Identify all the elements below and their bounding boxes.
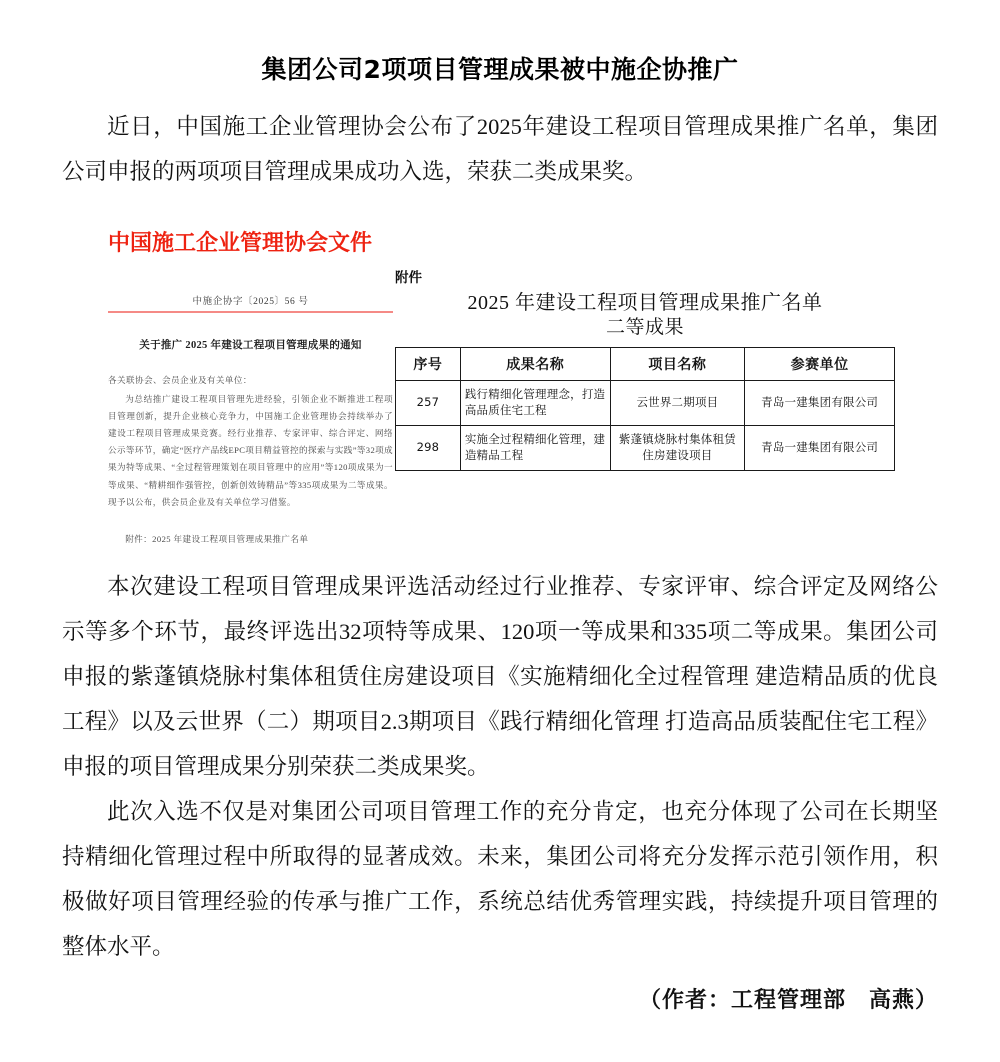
cell-unit: 青岛一建集团有限公司: [745, 380, 895, 425]
attachment-title: 2025 年建设工程项目管理成果推广名单: [467, 291, 823, 314]
official-notice-scan: [108, 218, 393, 544]
column-header-no: 序号: [396, 347, 461, 380]
column-header-project: 项目名称: [610, 347, 745, 380]
cell-project: 紫蓬镇烧脉村集体租赁住房建设项目: [610, 425, 745, 470]
column-header-unit: 参赛单位: [745, 347, 895, 380]
official-document-figure: [90, 218, 910, 544]
paragraph-selection-details: 本次建设工程项目管理成果评选活动经过行业推荐、专家评审、综合评定及网络公示等多个环节，最终评选出32项特等成果、120项一等成果和335项二等成果。集团公司申报的紫蓬镇烧脉村集体租赁住房建设项目《实施精细化全过程管理 建造精品质的优良工程》以及云世界（二）期项目2.3期项目《践行精细化管理 打造高品质装配住宅工程》申报的项目管理成果分别荣获二类成果奖。: [62, 573, 938, 779]
cell-project: 云世界二期项目: [610, 380, 745, 425]
notice-salutation: 各关联协会、会员企业及有关单位：: [108, 375, 252, 386]
main-paragraph-block: [0, 564, 1000, 1014]
results-table: [395, 347, 895, 471]
document-number: 中施企协字〔2025〕56 号: [192, 297, 309, 308]
notice-body-text: 为总结推广建设工程项目管理先进经验，引领企业不断推进工程项目管理创新，提升企业核心竞争力，中国施工企业管理协会持续举办了建设工程项目管理成果竞赛。经行业推荐、专家评审、综合评定、网络公示等环节，确定“医疗产品线EPC项目精益管控的探索与实践”等32项成果为特等成果、“全过程管理策划在项目管理中的应用”等120项成果为一等成果、“精耕细作强管控，创新创效铸精品”等335项成果为二等成果。现予以公布，供会员企业及有关单位学习借鉴。: [108, 393, 393, 507]
association-red-header: 中国施工企业管理协会文件: [108, 230, 373, 256]
red-divider-rule: [108, 311, 393, 313]
page-title: 集团公司2项项目管理成果被中施企协推广: [261, 54, 739, 84]
cell-no: 257: [396, 380, 461, 425]
intro-paragraph-block: [0, 104, 1000, 194]
attachment-label: 附件: [395, 269, 422, 286]
table-header-row: [396, 347, 895, 380]
table-row: [396, 425, 895, 470]
attachment-list-scan: [395, 266, 895, 471]
column-header-name: 成果名称: [460, 347, 610, 380]
notice-attachment-note: 附件：2025 年建设工程项目管理成果推广名单: [125, 533, 309, 544]
paragraph-conclusion: 此次入选不仅是对集团公司项目管理工作的充分肯定，也充分体现了公司在长期坚持精细化管理过程中所取得的显著成效。未来，集团公司将充分发挥示范引领作用，积极做好项目管理经验的传承与推广工作，系统总结优秀管理实践，持续提升项目管理的整体水平。: [62, 798, 938, 959]
author-signature: （作者：工程管理部 高燕）: [638, 986, 938, 1012]
cell-unit: 青岛一建集团有限公司: [745, 425, 895, 470]
notice-subject: 关于推广 2025 年建设工程项目管理成果的通知: [139, 340, 362, 352]
document-page: [0, 17, 1000, 1062]
cell-no: 298: [396, 425, 461, 470]
attachment-grade-heading: 二等成果: [605, 316, 684, 338]
paragraph-intro: 近日，中国施工企业管理协会公布了2025年建设工程项目管理成果推广名单，集团公司申报的两项项目管理成果成功入选，荣获二类成果奖。: [62, 113, 938, 184]
cell-name: 践行精细化管理理念，打造高品质住宅工程: [460, 380, 610, 425]
table-row: [396, 380, 895, 425]
cell-name: 实施全过程精细化管理，建造精品工程: [460, 425, 610, 470]
